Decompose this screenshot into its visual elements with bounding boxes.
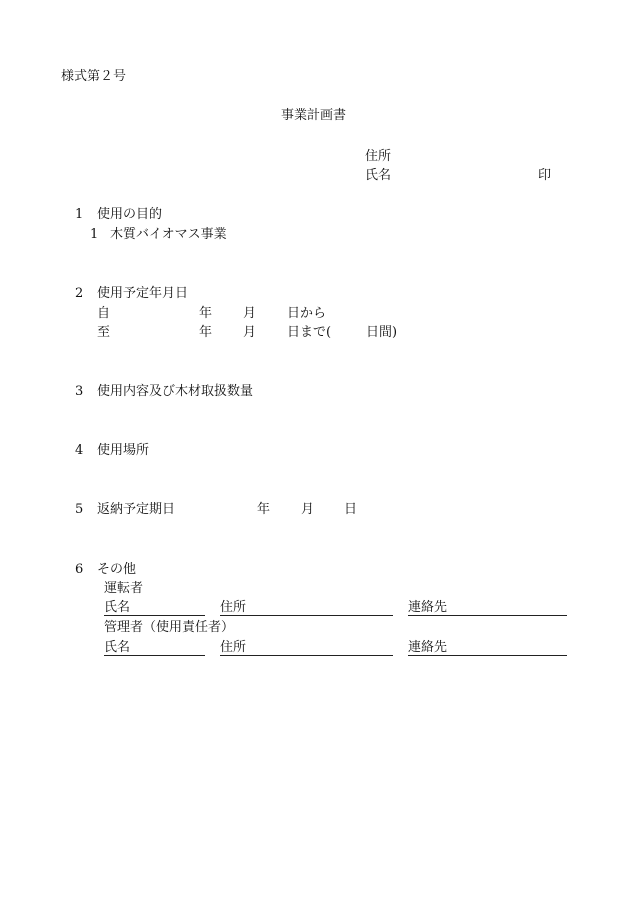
section-4-number: 4 [75, 443, 84, 458]
section-1-heading: 使用の目的 [97, 207, 163, 222]
section-1-item-number: 1 [90, 227, 99, 242]
driver-address-line [220, 615, 393, 616]
manager-contact-line [408, 655, 567, 656]
return-day: 日 [344, 502, 358, 517]
driver-contact-label: 連絡先 [408, 600, 448, 615]
period-to-label: 至 [97, 325, 111, 340]
section-3-number: 3 [75, 384, 84, 399]
section-2-number: 2 [75, 286, 84, 301]
driver-name-line [104, 615, 205, 616]
driver-name-label: 氏名 [104, 600, 131, 615]
manager-label: 管理者（使用責任者） [104, 620, 235, 635]
section-6-number: 6 [75, 562, 84, 577]
applicant-address-label: 住所 [365, 149, 392, 164]
driver-label: 運転者 [104, 581, 144, 596]
manager-address-label: 住所 [220, 640, 247, 655]
period-from-year: 年 [199, 306, 213, 321]
period-days-suffix: 日間) [366, 325, 398, 340]
section-1-item-text: 木質バイオマス事業 [110, 227, 227, 242]
period-from-month: 月 [243, 306, 257, 321]
section-5-heading: 返納予定期日 [97, 502, 176, 517]
period-to-year: 年 [199, 325, 213, 340]
manager-contact-label: 連絡先 [408, 640, 448, 655]
document-title: 事業計画書 [281, 108, 347, 123]
return-month: 月 [301, 502, 315, 517]
driver-contact-line [408, 615, 567, 616]
section-1-number: 1 [75, 207, 84, 222]
section-6-heading: その他 [97, 562, 137, 577]
seal-mark: 印 [538, 168, 552, 183]
period-to-month: 月 [243, 325, 257, 340]
section-2-heading: 使用予定年月日 [97, 286, 189, 301]
manager-name-label: 氏名 [104, 640, 131, 655]
manager-address-line [220, 655, 393, 656]
driver-address-label: 住所 [220, 600, 247, 615]
period-from-label: 自 [97, 306, 111, 321]
section-4-heading: 使用場所 [97, 443, 150, 458]
section-5-number: 5 [75, 502, 84, 517]
form-number: 様式第２号 [61, 69, 127, 84]
section-3-heading: 使用内容及び木材取扱数量 [97, 384, 254, 399]
return-year: 年 [257, 502, 271, 517]
manager-name-line [104, 655, 205, 656]
period-to-day: 日まで( [287, 325, 332, 340]
period-from-day: 日から [287, 306, 327, 321]
applicant-name-label: 氏名 [365, 168, 392, 183]
